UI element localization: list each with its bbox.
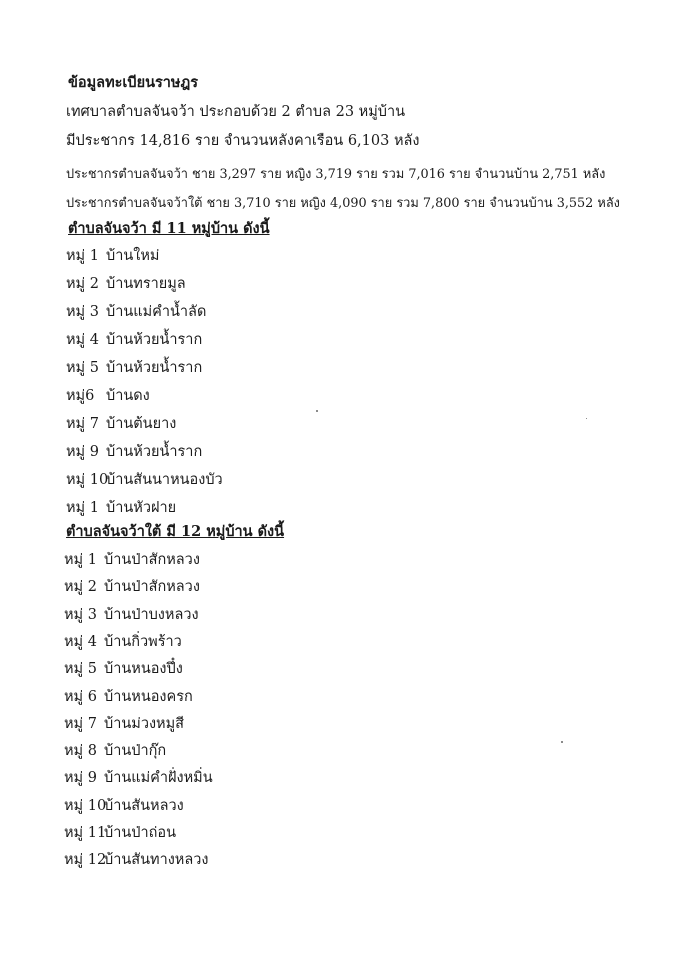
village-number: หมู่ 8 bbox=[64, 743, 97, 760]
village-name: บ้านห้วยน้ำราก bbox=[106, 444, 203, 460]
village-name: บ้านป่าสักหลวง bbox=[104, 579, 200, 596]
village-number: หมู่ 12 bbox=[64, 852, 107, 869]
village-number: หมู่ 1 bbox=[64, 552, 97, 568]
village-number: หมู่ 10 bbox=[66, 472, 109, 488]
section-heading-chanjwa: ตำบลจันจว้า มี 11 หมู่บ้าน ดังนี้ bbox=[68, 220, 270, 237]
village-name: บ้านแม่คำน้ำลัด bbox=[106, 304, 207, 320]
summary-line: มีประชากร 14,816 ราย จำนวนหลังคาเรือน 6,103 หลัง bbox=[66, 133, 420, 149]
village-item bbox=[66, 414, 176, 434]
village-item bbox=[64, 741, 166, 761]
scan-speck bbox=[561, 741, 563, 743]
village-name: บ้านใหม่ bbox=[106, 248, 160, 264]
village-item bbox=[66, 386, 150, 406]
village-item bbox=[64, 796, 184, 816]
village-item bbox=[66, 330, 202, 350]
village-name: บ้านหนองครก bbox=[104, 688, 193, 705]
village-number: หมู่6 bbox=[66, 388, 95, 404]
village-item bbox=[64, 605, 199, 625]
village-number: หมู่ 7 bbox=[66, 416, 99, 432]
village-name: บ้านสันนาหนองบัว bbox=[106, 472, 223, 488]
village-number: หมู่ 1 bbox=[66, 248, 99, 264]
village-item bbox=[64, 550, 200, 570]
village-number: หมู่ 7 bbox=[64, 715, 97, 732]
village-number: หมู่ 6 bbox=[64, 688, 97, 705]
summary-line: ประชากรตำบลจันจว้า ชาย 3,297 ราย หญิง 3,719 ราย รวม 7,016 ราย จำนวนบ้าน 2,751 หลัง bbox=[66, 167, 606, 182]
village-number: หมู่ 1 bbox=[66, 500, 99, 516]
village-name: บ้านทรายมูล bbox=[106, 276, 186, 292]
village-item bbox=[64, 632, 182, 652]
village-number: หมู่ 2 bbox=[64, 579, 97, 596]
village-number: หมู่ 2 bbox=[66, 276, 99, 292]
village-item bbox=[66, 498, 176, 518]
village-name: บ้านม่วงหมูสี bbox=[104, 715, 185, 732]
village-name: บ้านป่ากุ๊ก bbox=[104, 743, 167, 760]
village-item bbox=[64, 768, 213, 788]
village-number: หมู่ 5 bbox=[66, 360, 99, 376]
village-number: หมู่ 3 bbox=[64, 606, 97, 623]
village-number: หมู่ 4 bbox=[64, 633, 97, 650]
village-item bbox=[66, 442, 202, 462]
scan-speck bbox=[316, 410, 318, 412]
village-number: หมู่ 9 bbox=[64, 770, 97, 787]
village-name: บ้านแม่คำฝั่งหมิ่น bbox=[104, 770, 213, 787]
village-item bbox=[64, 714, 184, 734]
village-name: บ้านห้วยน้ำราก bbox=[106, 360, 203, 376]
village-item bbox=[66, 358, 202, 378]
village-item bbox=[66, 246, 159, 266]
village-item bbox=[66, 470, 223, 490]
village-number: หมู่ 10 bbox=[64, 797, 107, 814]
document-title: ข้อมูลทะเบียนราษฎร bbox=[68, 74, 198, 91]
village-item bbox=[64, 850, 208, 870]
village-number: หมู่ 5 bbox=[64, 661, 97, 678]
village-name: บ้านป่าบงหลวง bbox=[104, 606, 199, 623]
village-number: หมู่ 9 bbox=[66, 444, 99, 460]
village-item bbox=[64, 577, 200, 597]
village-number: หมู่ 11 bbox=[64, 825, 107, 841]
village-item bbox=[64, 659, 183, 679]
village-item bbox=[64, 823, 176, 843]
village-number: หมู่ 4 bbox=[66, 332, 99, 348]
village-name: บ้านหัวฝาย bbox=[106, 500, 177, 516]
village-item bbox=[64, 687, 193, 707]
village-name: บ้านดง bbox=[106, 388, 150, 404]
village-name: บ้านกิ่วพร้าว bbox=[104, 633, 182, 650]
section-heading-chanjwa-tai: ตำบลจันจว้าใต้ มี 12 หมู่บ้าน ดังนี้ bbox=[66, 523, 285, 540]
village-item bbox=[66, 302, 206, 322]
village-name: บ้านต้นยาง bbox=[106, 416, 177, 432]
summary-line: เทศบาลตำบลจันจว้า ประกอบด้วย 2 ตำบล 23 หมู่บ้าน bbox=[66, 104, 406, 120]
village-name: บ้านหนองปึ๋ง bbox=[104, 661, 183, 678]
village-name: บ้านห้วยน้ำราก bbox=[106, 332, 203, 348]
summary-line: ประชากรตำบลจันจว้าใต้ ชาย 3,710 ราย หญิง 4,090 ราย รวม 7,800 ราย จำนวนบ้าน 3,552 หลัง bbox=[66, 196, 620, 211]
village-name: บ้านสันหลวง bbox=[104, 797, 184, 814]
scan-speck bbox=[586, 418, 587, 419]
village-name: บ้านป่าสักหลวง bbox=[104, 552, 200, 568]
village-item bbox=[66, 274, 186, 294]
village-name: บ้านป่าถ่อน bbox=[104, 825, 177, 841]
village-name: บ้านสันทางหลวง bbox=[104, 852, 209, 869]
village-number: หมู่ 3 bbox=[66, 304, 99, 320]
